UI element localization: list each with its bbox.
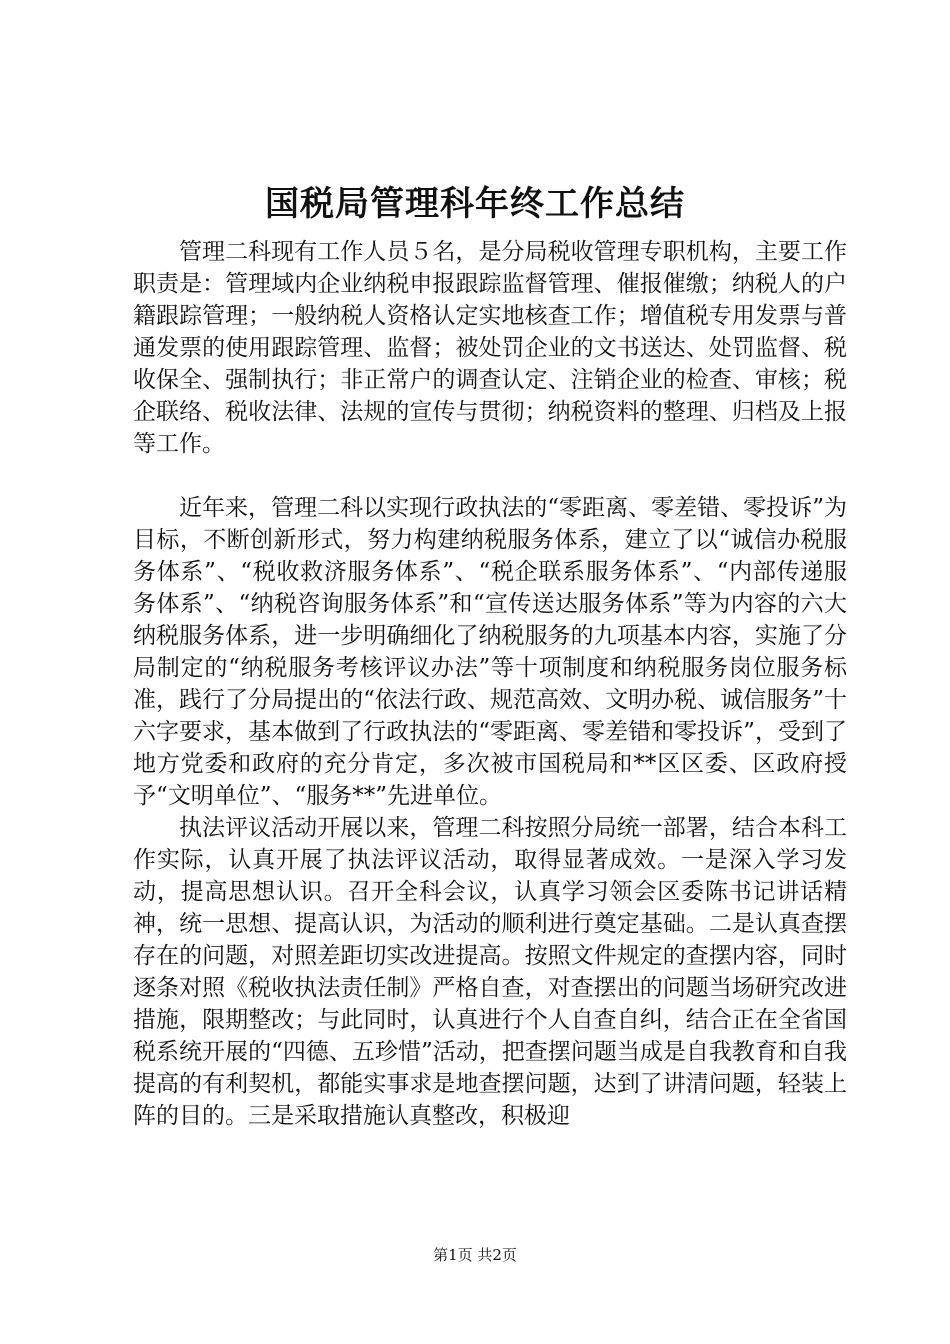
document-body xyxy=(133,236,847,1132)
paragraph-spacer xyxy=(133,460,847,492)
paragraph-service-system: 近年来，管理二科以实现行政执法的“零距离、零差错、零投诉”为目标，不断创新形式，努力构建纳税服务体系，建立了以“诚信办税服务体系”、“税收救济服务体系”、“税企联系服务体系”、“内部传递服务体系”、“纳税咨询服务体系”和“宣传送达服务体系”等为内容的六大纳税服务体系，进一步明确细化了纳税服务的九项基本内容，实施了分局制定的“纳税服务考核评议办法”等十项制度和纳税服务岗位服务标准，践行了分局提出的“依法行政、规范高效、文明办税、诚信服务”十六字要求，基本做到了行政执法的“零距离、零差错和零投诉”，受到了地方党委和政府的充分肯定，多次被市国税局和**区区委、区政府授予“文明单位”、“服务**”先进单位。 xyxy=(133,495,847,809)
document-title: 国税局管理科年终工作总结 xyxy=(265,184,685,224)
paragraph-duties: 管理二科现有工作人员５名，是分局税收管理专职机构，主要工作职责是：管理域内企业纳税申报跟踪监督管理、催报催缴；纳税人的户籍跟踪管理；一般纳税人资格认定实地核查工作；增值税专用发票与普通发票的使用跟踪管理、监督；被处罚企业的文书送达、处罚监督、税收保全、强制执行；非正常户的调查认定、注销企业的检查、审核；税企联络、税收法律、法规的宣传与贯彻；纳税资料的整理、归档及上报等工作。 xyxy=(133,239,847,457)
paragraph-law-enforcement-review: 执法评议活动开展以来，管理二科按照分局统一部署，结合本科工作实际，认真开展了执法评议活动，取得显著成效。一是深入学习发动，提高思想认识。召开全科会议，认真学习领会区委陈书记讲话精神，统一思想、提高认识，为活动的顺利进行奠定基础。二是认真查摆存在的问题，对照差距切实改进提高。按照文件规定的查摆内容，同时逐条对照《税收执法责任制》严格自查，对查摆出的问题当场研究改进措施，限期整改；与此同时，认真进行个人自查自纠，结合正在全省国税系统开展的“四德、五珍惜”活动，把查摆问题当成是自我教育和自我提高的有利契机，都能实事求是地查摆问题，达到了讲清问题，轻装上阵的目的。三是采取措施认真整改，积极迎 xyxy=(133,815,847,1129)
page-footer: 第1页 共2页 xyxy=(433,1246,517,1264)
